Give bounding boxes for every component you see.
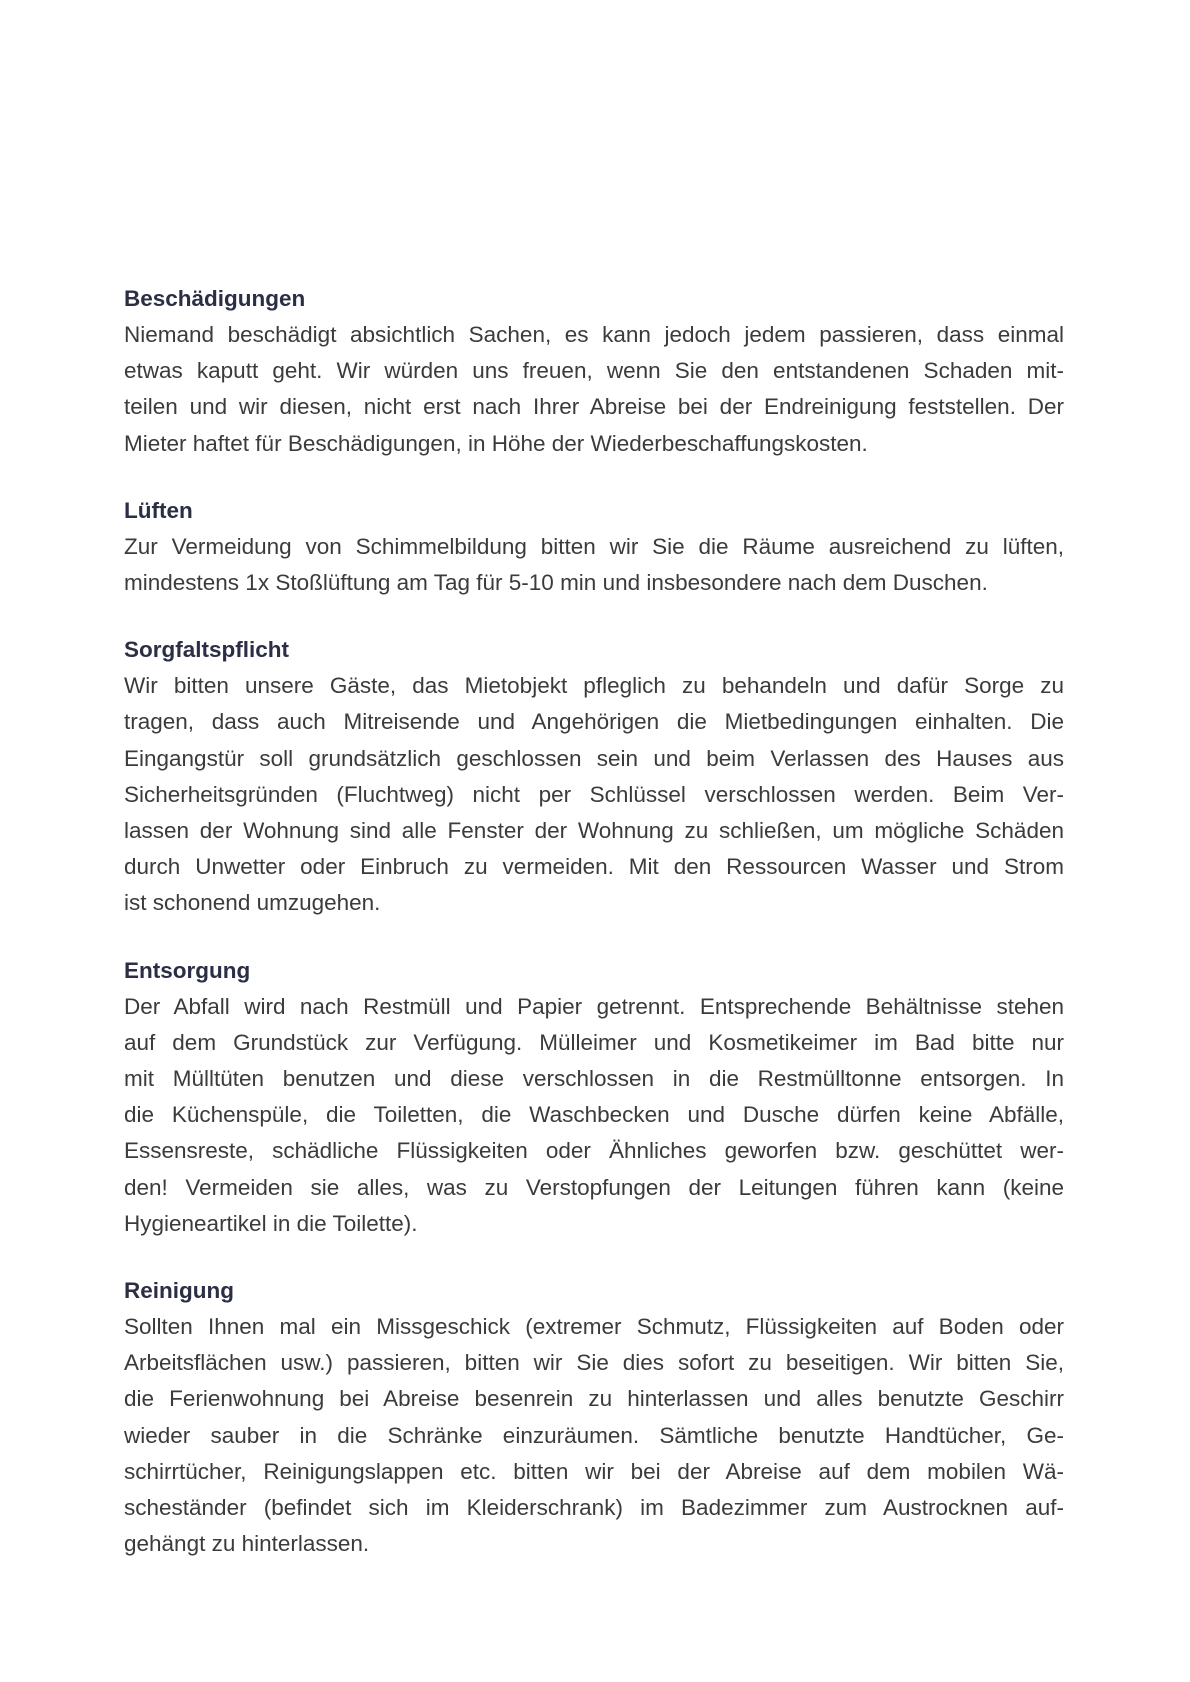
section-paragraph <box>124 529 1064 601</box>
paragraph-line: Der Abfall wird nach Restmüll und Papier getrennt. Entsprechende Behältnisse stehen <box>124 993 1064 1019</box>
document-page <box>124 281 1064 1593</box>
paragraph-line: Hygieneartikel in die Toilette). <box>124 1210 418 1236</box>
paragraph-line: durch Unwetter oder Einbruch zu vermeiden. Mit den Ressourcen Wasser und Strom <box>124 854 1064 880</box>
paragraph-line: etwas kaputt geht. Wir würden uns freuen, wenn Sie den entstandenen Schaden mit- <box>124 358 1064 384</box>
paragraph-line: Arbeitsflächen usw.) passieren, bitten wir Sie dies sofort zu beseitigen. Wir bitten Sie, <box>124 1350 1064 1376</box>
section-heading: Entsorgung <box>124 957 251 983</box>
paragraph-line: scheständer (befindet sich im Kleiderschrank) im Badezimmer zum Austrocknen auf- <box>124 1495 1064 1521</box>
section-beschädigungen <box>124 281 1064 462</box>
section-heading: Beschädigungen <box>124 286 306 311</box>
paragraph-line: ist schonend umzugehen. <box>124 890 381 916</box>
paragraph-line: teilen und wir diesen, nicht erst nach Ihrer Abreise bei der Endreinigung feststellen. Der <box>124 394 1064 420</box>
section-paragraph <box>124 989 1064 1242</box>
paragraph-line: den! Vermeiden sie alles, was zu Verstopfungen der Leitungen führen kann (keine <box>124 1174 1064 1200</box>
section-heading: Reinigung <box>124 1278 234 1304</box>
section-entsorgung <box>124 953 1064 1242</box>
paragraph-line: Essensreste, schädliche Flüssigkeiten oder Ähnliches geworfen bzw. geschüttet wer- <box>124 1138 1064 1164</box>
paragraph-line: Sicherheitsgründen (Fluchtweg) nicht per Schlüssel verschlossen werden. Beim Ver- <box>124 781 1064 807</box>
section-paragraph <box>124 317 1064 462</box>
paragraph-line: Sollten Ihnen mal ein Missgeschick (extremer Schmutz, Flüssigkeiten auf Boden oder <box>124 1314 1064 1340</box>
section-heading: Lüften <box>124 497 193 523</box>
section-paragraph <box>124 668 1064 921</box>
paragraph-line: Niemand beschädigt absichtlich Sachen, es kann jedoch jedem passieren, dass einmal <box>124 322 1064 347</box>
paragraph-line: Mieter haftet für Beschädigungen, in Höhe der Wiederbeschaffungskosten. <box>124 430 868 456</box>
paragraph-line: Wir bitten unsere Gäste, das Mietobjekt pfleglich zu behandeln und dafür Sorge zu <box>124 673 1064 699</box>
section-paragraph <box>124 1309 1064 1562</box>
section-lüften <box>124 493 1064 601</box>
paragraph-line: gehängt zu hinterlassen. <box>124 1531 370 1557</box>
section-heading: Sorgfaltspflicht <box>124 637 290 663</box>
paragraph-line: mit Mülltüten benutzen und diese verschlossen in die Restmülltonne entsorgen. In <box>124 1066 1064 1092</box>
paragraph-line: mindestens 1x Stoßlüftung am Tag für 5-10 min und insbesondere nach dem Duschen. <box>124 570 988 596</box>
section-reinigung <box>124 1273 1064 1562</box>
paragraph-line: auf dem Grundstück zur Verfügung. Mülleimer und Kosmetikeimer im Bad bitte nur <box>124 1029 1064 1055</box>
paragraph-line: tragen, dass auch Mitreisende und Angehörigen die Mietbedingungen einhalten. Die <box>124 709 1064 735</box>
paragraph-line: lassen der Wohnung sind alle Fenster der Wohnung zu schließen, um mögliche Schäden <box>124 818 1064 844</box>
paragraph-line: die Ferienwohnung bei Abreise besenrein zu hinterlassen und alles benutzte Geschirr <box>124 1386 1064 1412</box>
paragraph-line: schirrtücher, Reinigungslappen etc. bitten wir bei der Abreise auf dem mobilen Wä- <box>124 1458 1064 1484</box>
paragraph-line: Zur Vermeidung von Schimmelbildung bitten wir Sie die Räume ausreichend zu lüften, <box>124 533 1064 559</box>
paragraph-line: die Küchenspüle, die Toiletten, die Waschbecken und Dusche dürfen keine Abfälle, <box>124 1102 1064 1128</box>
section-sorgfaltspflicht <box>124 632 1064 921</box>
paragraph-line: Eingangstür soll grundsätzlich geschlossen sein und beim Verlassen des Hauses aus <box>124 745 1064 771</box>
paragraph-line: wieder sauber in die Schränke einzuräumen. Sämtliche benutzte Handtücher, Ge- <box>124 1422 1064 1448</box>
